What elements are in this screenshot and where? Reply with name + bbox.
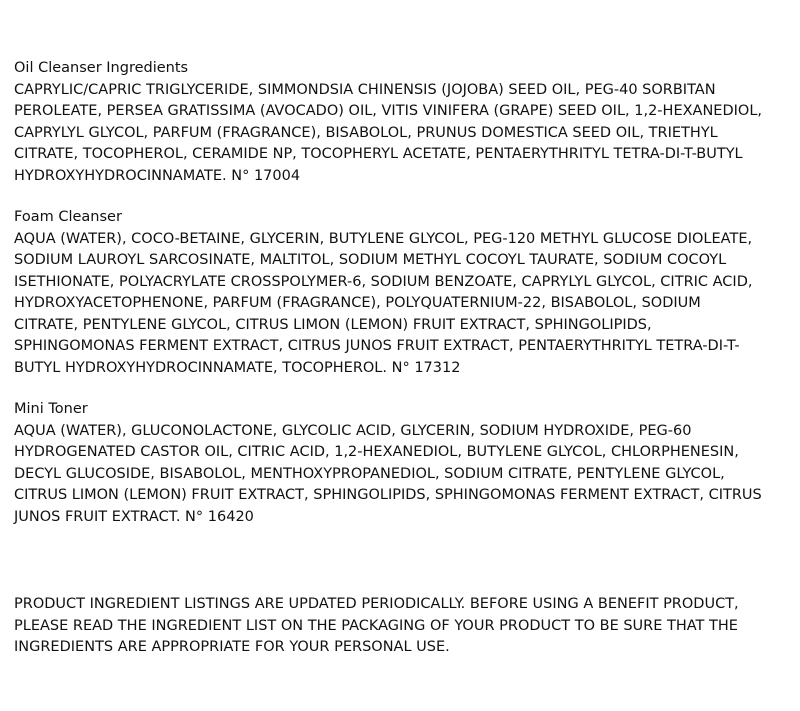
ingredient-line: PEROLEATE, PERSEA GRATISSIMA (AVOCADO) OIL, VITIS VINIFERA (GRAPE) SEED OIL, 1,2-HEXANEDIOL, xyxy=(14,103,763,119)
oil-cleanser-ingredients xyxy=(14,80,784,188)
disclaimer-line: PRODUCT INGREDIENT LISTINGS ARE UPDATED PERIODICALLY. BEFORE USING A BENEFIT PRODUCT, xyxy=(14,596,739,612)
mini-toner-section xyxy=(14,399,784,528)
ingredient-line: SPHINGOMONAS FERMENT EXTRACT, CITRUS JUNOS FRUIT EXTRACT, PENTAERYTHRITYL TETRA-DI-T- xyxy=(14,338,740,354)
ingredient-line: AQUA (WATER), COCO-BETAINE, GLYCERIN, BUTYLENE GLYCOL, PEG-120 METHYL GLUCOSE DIOLEATE, xyxy=(14,230,753,247)
ingredient-line: CAPRYLYL GLYCOL, PARFUM (FRAGRANCE), BISABOLOL, PRUNUS DOMESTICA SEED OIL, TRIETHYL xyxy=(14,124,718,141)
ingredient-line: BUTYL HYDROXYHYDROCINNAMATE, TOCOPHEROL. N° 17312 xyxy=(14,359,461,376)
ingredient-line: CITRATE, PENTYLENE GLYCOL, CITRUS LIMON (LEMON) FRUIT EXTRACT, SPHINGOLIPIDS, xyxy=(14,316,652,333)
ingredient-line: CAPRYLIC/CAPRIC TRIGLYCERIDE, SIMMONDSIA CHINENSIS (JOJOBA) SEED OIL, PEG-40 SORBITAN xyxy=(14,81,716,98)
foam-cleanser-section xyxy=(14,207,784,379)
oil-cleanser-section xyxy=(14,58,784,187)
ingredient-line: HYDROGENATED CASTOR OIL, CITRIC ACID, 1,2-HEXANEDIOL, BUTYLENE GLYCOL, CHLORPHENESIN, xyxy=(14,444,739,460)
ingredient-line: HYDROXYHYDROCINNAMATE. N° 17004 xyxy=(14,167,301,184)
ingredient-line: CITRUS LIMON (LEMON) FRUIT EXTRACT, SPHINGOLIPIDS, SPHINGOMONAS FERMENT EXTRACT, CITRUS xyxy=(14,487,762,503)
ingredient-line: JUNOS FRUIT EXTRACT. N° 16420 xyxy=(14,508,254,525)
ingredient-line: AQUA (WATER), GLUCONOLACTONE, GLYCOLIC ACID, GLYCERIN, SODIUM HYDROXIDE, PEG-60 xyxy=(14,422,692,439)
ingredient-line: HYDROXYACETOPHENONE, PARFUM (FRAGRANCE), POLYQUATERNIUM-22, BISABOLOL, SODIUM xyxy=(14,295,701,311)
ingredient-line: SODIUM LAUROYL SARCOSINATE, MALTITOL, SODIUM METHYL COCOYL TAURATE, SODIUM COCOYL xyxy=(14,252,727,268)
disclaimer-notice xyxy=(14,594,784,659)
ingredient-line: ISETHIONATE, POLYACRYLATE CROSSPOLYMER-6, SODIUM BENZOATE, CAPRYLYL GLYCOL, CITRIC ACID, xyxy=(14,273,753,290)
foam-cleanser-ingredients xyxy=(14,229,784,380)
ingredient-line: DECYL GLUCOSIDE, BISABOLOL, MENTHOXYPROPANEDIOL, SODIUM CITRATE, PENTYLENE GLYCOL, xyxy=(14,465,725,482)
ingredients-document xyxy=(14,58,784,548)
mini-toner-ingredients xyxy=(14,421,784,529)
ingredient-line: CITRATE, TOCOPHEROL, CERAMIDE NP, TOCOPHERYL ACETATE, PENTAERYTHRITYL TETRA-DI-T-BUTYL xyxy=(14,146,743,162)
disclaimer-line: INGREDIENTS ARE APPROPRIATE FOR YOUR PERSONAL USE. xyxy=(14,639,450,655)
oil-cleanser-title: Oil Cleanser Ingredients xyxy=(14,60,189,76)
foam-cleanser-title: Foam Cleanser xyxy=(14,209,122,225)
mini-toner-title: Mini Toner xyxy=(14,401,88,417)
disclaimer-line: PLEASE READ THE INGREDIENT LIST ON THE PACKAGING OF YOUR PRODUCT TO BE SURE THAT THE xyxy=(14,617,738,634)
